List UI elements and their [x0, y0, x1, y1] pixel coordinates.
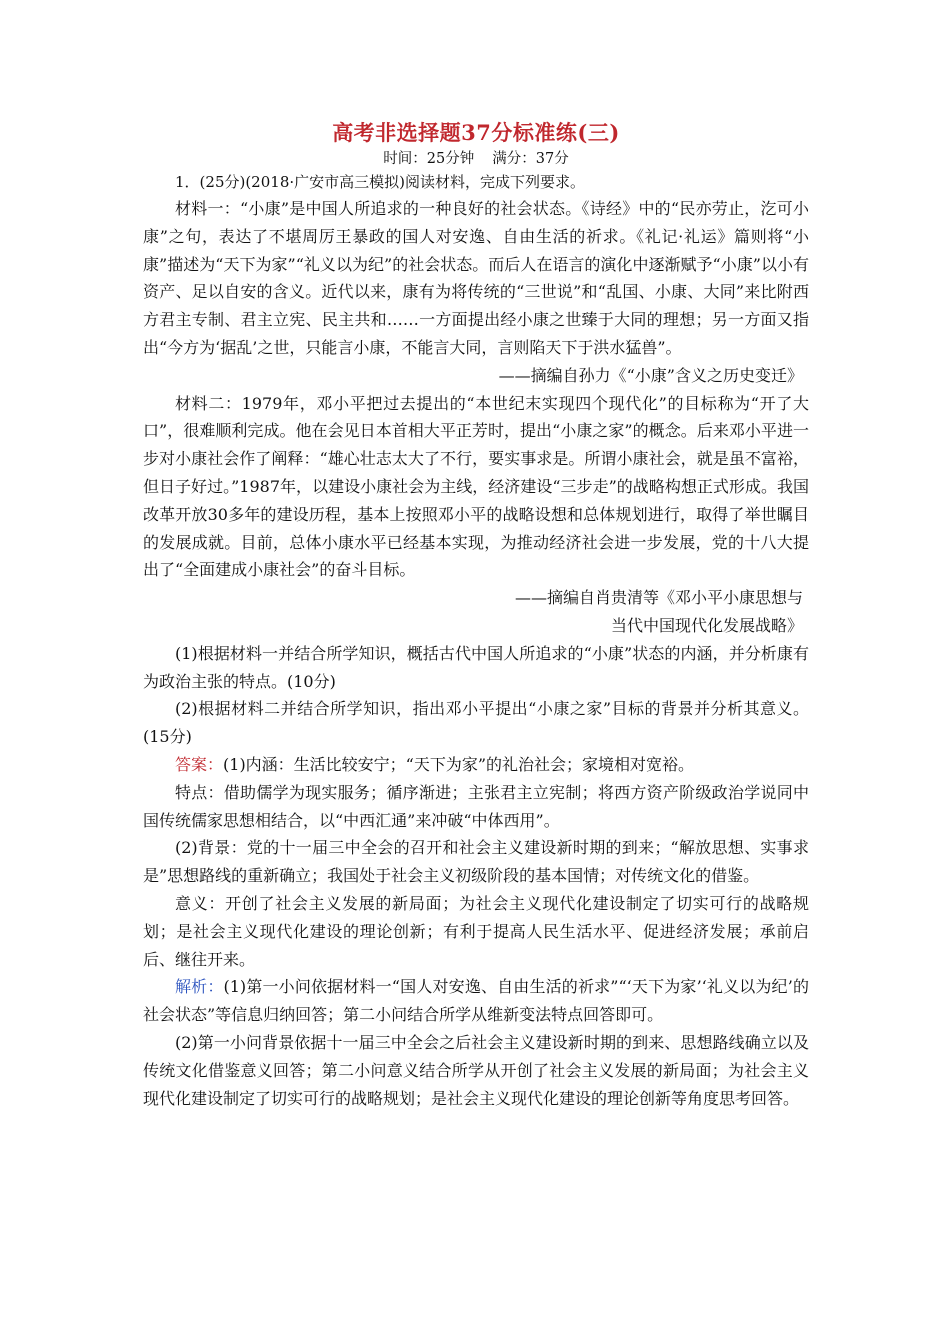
document-page	[143, 118, 809, 1112]
analysis-label: 解析：	[175, 977, 224, 997]
exam-meta	[143, 148, 809, 170]
material-2: 材料二：1979年，邓小平把过去提出的“本世纪末实现四个现代化”的目标称为“开了大口”，很难顺利完成。他在会见日本首相大平正芳时，提出“小康之家”的概念。后来邓小平进一步对小康社会作了阐释：“雄心壮志太大了不行，要实事求是。所谓小康社会，就是虽不富裕，但日子好过。”1987年，以建设小康社会为主线，经济建设“三步走”的战略构想正式形成。我国改革开放30多年的建设历程，基本上按照邓小平的战略设想和总体规划进行，取得了举世瞩目的发展成就。目前，总体小康水平已经基本实现，为推动经济社会进一步发展，党的十八大提出了“全面建成小康社会”的奋斗目标。	[143, 393, 809, 580]
question-2: (2)根据材料二并结合所学知识，指出邓小平提出“小康之家”目标的背景并分析其意义。(15分)	[143, 699, 809, 747]
question-1: (1)根据材料一并结合所学知识，概括古代中国人所追求的“小康”状态的内涵，并分析康有为政治主张的特点。(10分)	[143, 643, 809, 691]
analysis-1-text: (1)第一小问依据材料一“国人对安逸、自由生活的祈求”“‘天下为家’‘礼义以为纪’的社会状态”等信息归纳回答；第二小问结合所学从维新变法特点回答即可。	[143, 977, 809, 1025]
material-2-source-line2: 当代中国现代化发展战略》	[610, 615, 803, 635]
material-2-source-line1: ——摘编自肖贵清等《邓小平小康思想与	[514, 588, 803, 608]
answer-1	[143, 751, 809, 779]
material-1: 材料一：“小康”是中国人所追求的一种良好的社会状态。《诗经》中的“民亦劳止，汔可小康”之句，表达了不堪周厉王暴政的国人对安逸、自由生活的祈求。《礼记·礼运》篇则将“小康”描述为“天下为家”“礼义以为纪”的社会状态。而后人在语言的演化中逐渐赋予“小康”以小有资产、足以自安的含义。近代以来，康有为将传统的“三世说”和“乱国、小康、大同”来比附西方君主专制、君主立宪、民主共和……一方面提出经小康之世臻于大同的理想；另一方面又指出“今方为‘据乱’之世，只能言小康，不能言大同，言则陷天下于洪水猛兽”。	[143, 199, 809, 357]
answer-label: 答案：	[175, 754, 224, 774]
answer-1-text: (1)内涵：生活比较安宁；“天下为家”的礼治社会；家境相对宽裕。	[223, 754, 695, 774]
full-score: 满分：37分	[492, 151, 569, 167]
question-intro: 1．(25分)(2018·广安市高三模拟)阅读材料，完成下列要求。	[175, 173, 585, 191]
material-1-source: ——摘编自孙力《“小康”含义之历史变迁》	[498, 365, 803, 385]
analysis-2: (2)第一小问背景依据十一届三中全会之后社会主义建设新时期的到来、思想路线确立以及传统文化借鉴意义回答；第二小问意义结合所学从开创了社会主义发展的新局面；为社会主义现代化建设制定了切实可行的战略规划；是社会主义现代化建设的理论创新等角度思考回答。	[143, 1032, 809, 1108]
answer-2-meaning: 意义：开创了社会主义发展的新局面；为社会主义现代化建设制定了切实可行的战略规划；是社会主义现代化建设的理论创新；有利于提高人民生活水平、促进经济发展；承前启后、继往开来。	[143, 893, 809, 969]
time-limit: 时间：25分钟	[383, 151, 475, 167]
answer-2-background: (2)背景：党的十一届三中全会的召开和社会主义建设新时期的到来；“解放思想、实事求是”思想路线的重新确立；我国处于社会主义初级阶段的基本国情；对传统文化的借鉴。	[143, 838, 809, 886]
page-title: 高考非选择题37分标准练(三)	[332, 120, 620, 145]
analysis-1	[143, 973, 809, 1029]
answer-1-feature: 特点：借助儒学为现实服务；循序渐进；主张君主立宪制；将西方资产阶级政治学说同中国传统儒家思想相结合，以“中西汇通”来冲破“中体西用”。	[143, 782, 809, 830]
